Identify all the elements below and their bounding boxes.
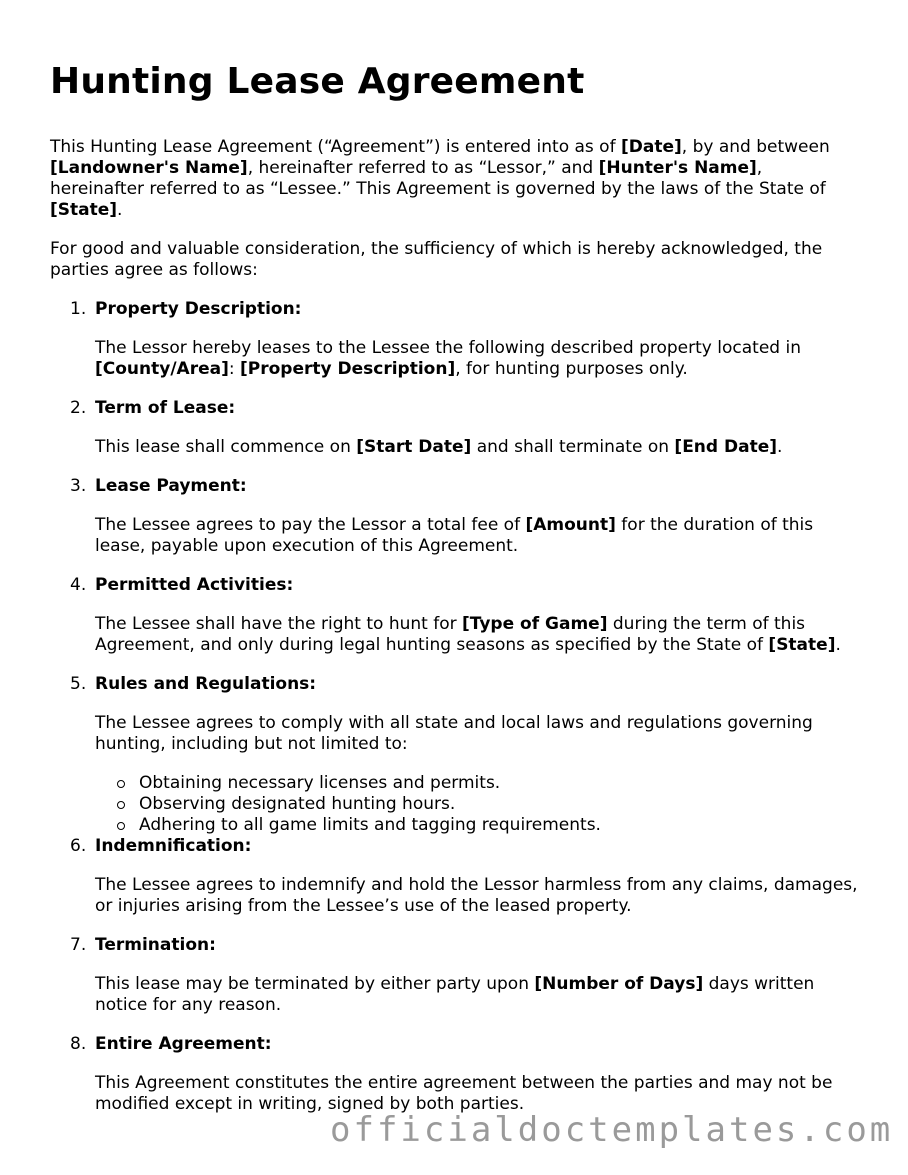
- text-run: This Hunting Lease Agreement (“Agreement”) is entered into as of: [50, 137, 621, 158]
- text-run: during the term of this Agreement, and only during legal hunting seasons as specified by the State of: [95, 614, 806, 656]
- section-title: Termination:: [95, 935, 216, 956]
- list-item: Adhering to all game limits and tagging requirements.: [95, 815, 860, 836]
- consideration-paragraph: For good and valuable consideration, the sufficiency of which is hereby acknowledged, the parties agree as follows:: [50, 239, 823, 281]
- section-body: [95, 875, 860, 917]
- placeholder-field: [Type of Game]: [462, 614, 608, 635]
- text-run: .: [777, 437, 783, 458]
- section-body: [95, 713, 860, 755]
- text-run: The Lessee agrees to comply with all state and local laws and regulations governing hunting, including but not limited to:: [95, 713, 813, 755]
- text-run: The Lessee shall have the right to hunt for: [95, 614, 462, 635]
- text-run: days written notice for any reason.: [95, 974, 815, 1016]
- section-body: [95, 338, 860, 380]
- section-number: 2.: [70, 398, 87, 419]
- section-item: [50, 476, 860, 557]
- section-item: [50, 674, 860, 836]
- section-body: [95, 437, 860, 458]
- text-run: This Agreement constitutes the entire agreement between the parties and may not be modified except in writing, signed by both parties.: [95, 1073, 833, 1115]
- section-title: Indemnification:: [95, 836, 252, 857]
- text-run: , hereinafter referred to as “Lessee.” This Agreement is governed by the laws of the State of: [50, 158, 826, 200]
- section-item: [50, 935, 860, 1016]
- placeholder-field: [Landowner's Name]: [50, 158, 248, 179]
- placeholder-field: [Number of Days]: [534, 974, 704, 995]
- placeholder-field: [Amount]: [525, 515, 616, 536]
- section-number: 5.: [70, 674, 87, 695]
- intro-paragraph: [50, 137, 860, 221]
- document-title: Hunting Lease Agreement: [50, 61, 585, 102]
- text-run: and shall terminate on: [471, 437, 675, 458]
- section-item: [50, 836, 860, 917]
- placeholder-field: [Hunter's Name]: [598, 158, 757, 179]
- section-body: [95, 974, 860, 1016]
- section-number: 4.: [70, 575, 87, 596]
- text-run: The Lessor hereby leases to the Lessee the following described property located in: [95, 338, 801, 359]
- section-number: 1.: [70, 299, 87, 320]
- section-title: Permitted Activities:: [95, 575, 294, 596]
- text-run: , for hunting purposes only.: [455, 359, 688, 380]
- placeholder-field: [End Date]: [674, 437, 778, 458]
- list-item: Obtaining necessary licenses and permits.: [95, 773, 860, 794]
- text-run: , hereinafter referred to as “Lessor,” and: [247, 158, 599, 179]
- section-body: [95, 614, 860, 656]
- document-page: [50, 60, 860, 1133]
- section-title: Rules and Regulations:: [95, 674, 317, 695]
- section-body: [95, 1073, 860, 1115]
- text-run: The Lessee agrees to indemnify and hold the Lessor harmless from any claims, damages, or injuries arising from the Lessee’s use of the leased property.: [95, 875, 858, 917]
- section-item: [50, 299, 860, 380]
- placeholder-field: [Property Description]: [240, 359, 456, 380]
- placeholder-field: [State]: [50, 200, 118, 221]
- text-run: for the duration of this lease, payable upon execution of this Agreement.: [95, 515, 814, 557]
- text-run: , by and between: [681, 137, 830, 158]
- watermark: officialdoctemplates.com: [330, 1110, 894, 1150]
- section-item: [50, 1034, 860, 1115]
- placeholder-field: [Date]: [620, 137, 682, 158]
- section-item: [50, 575, 860, 656]
- placeholder-field: [State]: [768, 635, 836, 656]
- text-run: The Lessee agrees to pay the Lessor a total fee of: [95, 515, 526, 536]
- placeholder-field: [Start Date]: [356, 437, 472, 458]
- section-number: 3.: [70, 476, 87, 497]
- text-run: This lease shall commence on: [95, 437, 357, 458]
- list-item: Observing designated hunting hours.: [95, 794, 860, 815]
- text-run: This lease may be terminated by either party upon: [95, 974, 535, 995]
- section-title: Lease Payment:: [95, 476, 247, 497]
- sections-list: [50, 299, 860, 1115]
- section-number: 7.: [70, 935, 87, 956]
- section-title: Term of Lease:: [95, 398, 236, 419]
- text-run: .: [117, 200, 123, 221]
- text-run: .: [835, 635, 841, 656]
- section-title: Property Description:: [95, 299, 302, 320]
- section-number: 8.: [70, 1034, 87, 1055]
- section-title: Entire Agreement:: [95, 1034, 272, 1055]
- text-run: :: [228, 359, 240, 380]
- section-number: 6.: [70, 836, 87, 857]
- section-item: [50, 398, 860, 458]
- requirements-list: [95, 773, 860, 836]
- placeholder-field: [County/Area]: [95, 359, 229, 380]
- section-body: [95, 515, 860, 557]
